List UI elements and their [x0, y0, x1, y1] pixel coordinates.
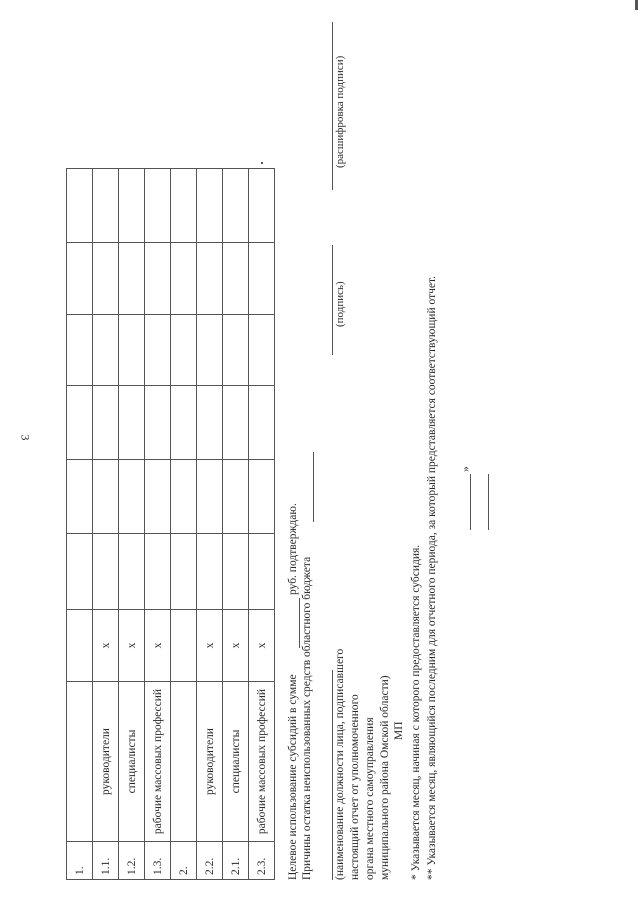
- table-row: [197, 169, 223, 880]
- table-row: [119, 169, 145, 880]
- empty-cell: [223, 315, 249, 386]
- row-number-cell: 1.2.: [119, 842, 145, 880]
- row-name-cell: рабочие массовых профессий: [145, 682, 171, 842]
- empty-cell: [171, 315, 197, 386]
- empty-cell: [67, 460, 93, 534]
- empty-cell: [67, 386, 93, 460]
- empty-cell: [249, 386, 275, 460]
- reasons-line: [301, 452, 314, 522]
- empty-cell: [249, 243, 275, 315]
- reasons-label: Причины остатка неиспользованных средств областного бюджета: [301, 556, 313, 880]
- rotated-page-content: [40, 20, 640, 880]
- empty-cell: [145, 386, 171, 460]
- empty-cell: [223, 243, 249, 315]
- empty-cell: [119, 386, 145, 460]
- signature-caption: (подпись): [334, 281, 346, 327]
- empty-cell: [93, 243, 119, 315]
- empty-cell: [223, 534, 249, 610]
- empty-cell: [67, 169, 93, 243]
- date-line-2: [476, 474, 489, 530]
- empty-cell: [119, 315, 145, 386]
- row-number-cell: 2.: [171, 842, 197, 880]
- position-top-line: [320, 670, 333, 880]
- empty-cell: [171, 169, 197, 243]
- empty-cell: [249, 169, 275, 243]
- empty-cell: [171, 243, 197, 315]
- empty-cell: [197, 169, 223, 243]
- empty-cell: [93, 169, 119, 243]
- row-name-cell: [171, 682, 197, 842]
- table-row: [93, 169, 119, 880]
- row-number-cell: 2.2.: [197, 842, 223, 880]
- empty-cell: [145, 169, 171, 243]
- empty-cell: [93, 460, 119, 534]
- empty-cell: [145, 534, 171, 610]
- empty-cell: [223, 169, 249, 243]
- row-mark-cell: x: [93, 610, 119, 682]
- decoding-line: [320, 22, 333, 190]
- table-row: [249, 169, 275, 880]
- position-line-3: органа местного самоуправления: [364, 717, 376, 880]
- empty-cell: [67, 315, 93, 386]
- position-line-2: настоящий отчет от уполномоченного: [349, 694, 361, 880]
- empty-cell: [223, 386, 249, 460]
- edge-mark: [635, 0, 638, 10]
- empty-cell: [249, 315, 275, 386]
- page-number: 3: [18, 434, 33, 441]
- position-line-4: муниципального района Омской области): [379, 675, 391, 880]
- date-quote: »: [460, 466, 472, 472]
- empty-cell: [145, 315, 171, 386]
- row-number-cell: 1.3.: [145, 842, 171, 880]
- empty-cell: [249, 534, 275, 610]
- signature-line: [320, 245, 333, 355]
- empty-cell: [197, 460, 223, 534]
- empty-cell: [197, 243, 223, 315]
- sum-line: [287, 598, 300, 648]
- stamp-mark: МП: [393, 721, 405, 740]
- empty-cell: [249, 460, 275, 534]
- empty-cell: [119, 460, 145, 534]
- empty-cell: [145, 460, 171, 534]
- empty-cell: [171, 386, 197, 460]
- row-number-cell: 1.1.: [93, 842, 119, 880]
- row-mark-cell: x: [249, 610, 275, 682]
- scan-dot: [261, 162, 263, 164]
- empty-cell: [197, 386, 223, 460]
- empty-cell: [93, 315, 119, 386]
- decoding-caption: (расшифровка подписи): [334, 55, 346, 168]
- target-use-label: Целевое использование субсидий в сумме: [287, 674, 299, 880]
- row-name-cell: специалисты: [223, 682, 249, 842]
- row-name-cell: рабочие массовых профессий: [249, 682, 275, 842]
- row-number-cell: 2.1.: [223, 842, 249, 880]
- table-row: [171, 169, 197, 880]
- row-number-cell: 1.: [67, 842, 93, 880]
- empty-cell: [171, 534, 197, 610]
- empty-cell: [197, 315, 223, 386]
- empty-cell: [119, 243, 145, 315]
- row-mark-cell: [67, 610, 93, 682]
- empty-cell: [67, 243, 93, 315]
- table-row: [67, 169, 93, 880]
- empty-cell: [93, 534, 119, 610]
- footnote-2: ** Указывается месяц, являющийся последним для отчетного периода, за который представляется соответствующий отчет.: [426, 275, 438, 880]
- empty-cell: [145, 243, 171, 315]
- report-table: [66, 168, 275, 880]
- empty-cell: [171, 460, 197, 534]
- empty-cell: [119, 534, 145, 610]
- row-mark-cell: x: [119, 610, 145, 682]
- footnote-1: * Указывается месяц, начиная с которого предоставляется субсидия.: [410, 544, 422, 880]
- row-name-cell: руководители: [197, 682, 223, 842]
- row-name-cell: руководители: [93, 682, 119, 842]
- row-name-cell: специалисты: [119, 682, 145, 842]
- empty-cell: [93, 386, 119, 460]
- row-mark-cell: x: [145, 610, 171, 682]
- row-number-cell: 2.3.: [249, 842, 275, 880]
- row-mark-cell: [171, 610, 197, 682]
- table-row: [223, 169, 249, 880]
- row-name-cell: [67, 682, 93, 842]
- empty-cell: [67, 534, 93, 610]
- table-body: [67, 169, 275, 880]
- empty-cell: [197, 534, 223, 610]
- table-row: [145, 169, 171, 880]
- confirm-label: руб. подтверждаю.: [287, 503, 299, 595]
- position-line-1: (наименование должности лица, подписавшего: [334, 648, 346, 880]
- empty-cell: [223, 460, 249, 534]
- date-line-1: [458, 474, 471, 530]
- row-mark-cell: x: [223, 610, 249, 682]
- row-mark-cell: x: [197, 610, 223, 682]
- empty-cell: [119, 169, 145, 243]
